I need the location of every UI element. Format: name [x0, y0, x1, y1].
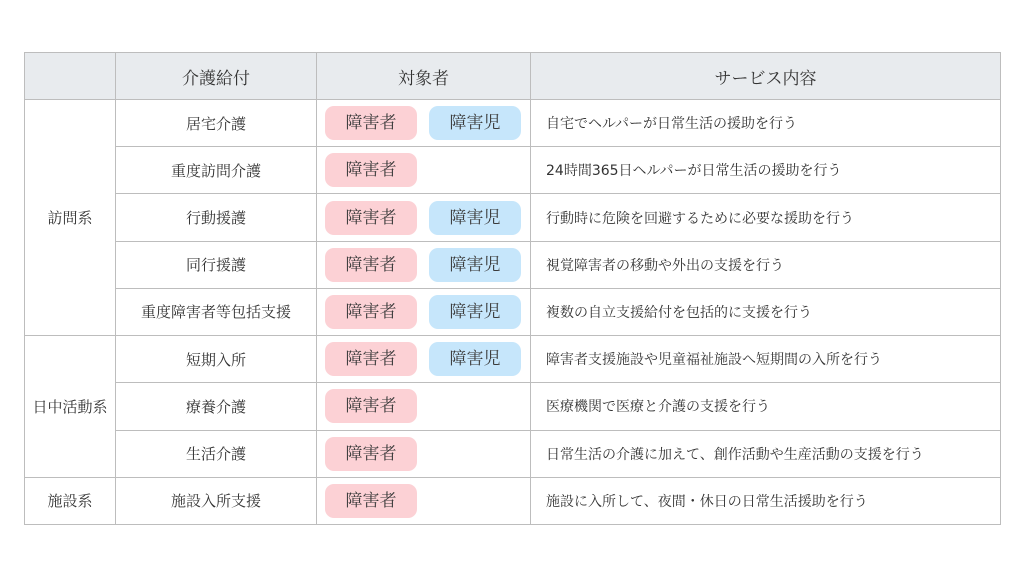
table-row — [25, 100, 1001, 147]
badge-adult: 障害者 — [325, 295, 417, 329]
table-body — [25, 100, 1001, 525]
service-cell: 居宅介護 — [116, 100, 317, 147]
badge-adult: 障害者 — [325, 106, 417, 140]
badge-adult: 障害者 — [325, 389, 417, 423]
badge-child: 障害児 — [429, 106, 521, 140]
target-cell — [317, 477, 531, 524]
header-row — [25, 53, 1001, 100]
category-cell: 施設系 — [25, 477, 116, 524]
service-cell: 生活介護 — [116, 430, 317, 477]
table-row — [25, 383, 1001, 430]
target-cell — [317, 383, 531, 430]
table-row — [25, 241, 1001, 288]
table-row — [25, 336, 1001, 383]
description-cell: 行動時に危険を回避するために必要な援助を行う — [531, 194, 1001, 241]
description-cell: 視覚障害者の移動や外出の支援を行う — [531, 241, 1001, 288]
description-cell: 自宅でヘルパーが日常生活の援助を行う — [531, 100, 1001, 147]
service-cell: 施設入所支援 — [116, 477, 317, 524]
service-cell: 重度訪問介護 — [116, 147, 317, 194]
care-benefits-table — [24, 52, 1001, 525]
header-target: 対象者 — [317, 53, 531, 100]
target-cell — [317, 241, 531, 288]
table-row — [25, 288, 1001, 335]
badge-child: 障害児 — [429, 201, 521, 235]
target-cell — [317, 336, 531, 383]
service-cell: 同行援護 — [116, 241, 317, 288]
target-cell — [317, 430, 531, 477]
description-cell: 医療機関で医療と介護の支援を行う — [531, 383, 1001, 430]
description-cell: 障害者支援施設や児童福祉施設へ短期間の入所を行う — [531, 336, 1001, 383]
description-cell: 施設に入所して、夜間・休日の日常生活援助を行う — [531, 477, 1001, 524]
table-row — [25, 194, 1001, 241]
table-row — [25, 430, 1001, 477]
badge-adult: 障害者 — [325, 153, 417, 187]
header-content: サービス内容 — [531, 53, 1001, 100]
badge-adult: 障害者 — [325, 342, 417, 376]
table-row — [25, 477, 1001, 524]
table-row — [25, 147, 1001, 194]
service-cell: 重度障害者等包括支援 — [116, 288, 317, 335]
badge-child: 障害児 — [429, 295, 521, 329]
service-cell: 行動援護 — [116, 194, 317, 241]
badge-child: 障害児 — [429, 248, 521, 282]
header-service: 介護給付 — [116, 53, 317, 100]
category-cell: 日中活動系 — [25, 336, 116, 478]
target-cell — [317, 147, 531, 194]
target-cell — [317, 288, 531, 335]
badge-adult: 障害者 — [325, 437, 417, 471]
badge-adult: 障害者 — [325, 484, 417, 518]
category-cell: 訪問系 — [25, 100, 116, 336]
service-cell: 療養介護 — [116, 383, 317, 430]
description-cell: 複数の自立支援給付を包括的に支援を行う — [531, 288, 1001, 335]
description-cell: 日常生活の介護に加えて、創作活動や生産活動の支援を行う — [531, 430, 1001, 477]
header-category — [25, 53, 116, 100]
badge-adult: 障害者 — [325, 201, 417, 235]
target-cell — [317, 100, 531, 147]
badge-child: 障害児 — [429, 342, 521, 376]
badge-adult: 障害者 — [325, 248, 417, 282]
description-cell: 24時間365日ヘルパーが日常生活の援助を行う — [531, 147, 1001, 194]
service-cell: 短期入所 — [116, 336, 317, 383]
target-cell — [317, 194, 531, 241]
